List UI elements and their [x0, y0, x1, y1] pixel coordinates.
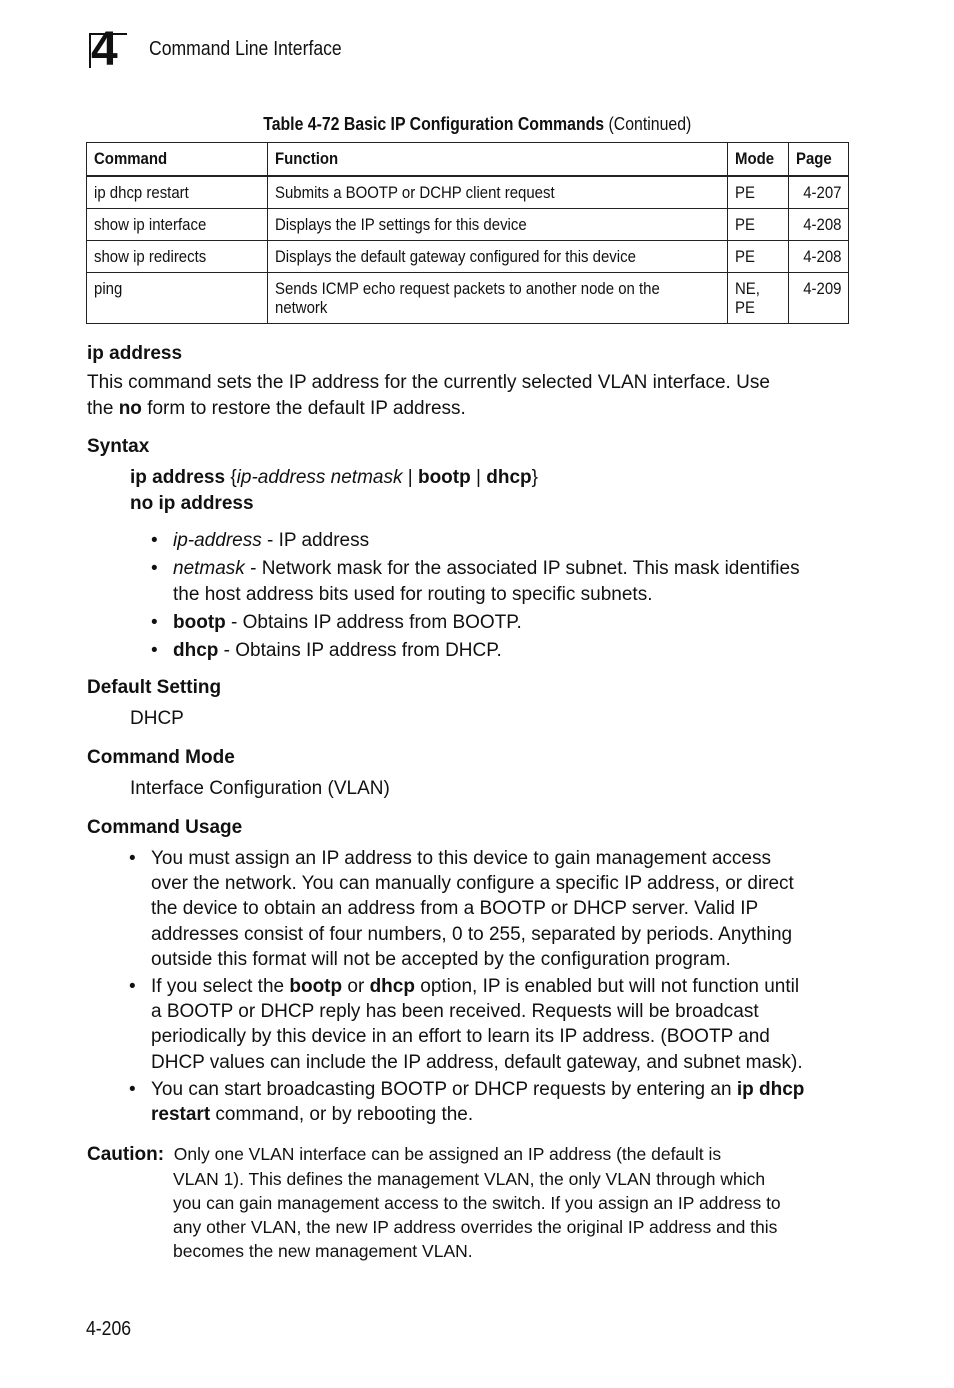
table-header-row — [87, 143, 849, 177]
cell-mode: PE — [728, 209, 789, 241]
cell-function: Submits a BOOTP or DCHP client request — [268, 176, 728, 209]
list-item: • dhcp - Obtains IP address from DHCP. — [151, 638, 851, 664]
cell-command: ip dhcp restart — [87, 176, 268, 209]
command-table — [86, 142, 849, 324]
syntax-line-2: no ip address — [130, 493, 254, 514]
list-item: • If you select the bootp or dhcp option, IP is enabled but will not function until a BOOTP or DHCP reply has been received. Requests will be broadcast periodically by this device in an effort to learn its IP address. (BOOTP and DHCP values can include the IP address, default gateway, and subnet mask). — [129, 974, 859, 1075]
section-title: ip address — [87, 343, 183, 364]
list-item: • bootp - Obtains IP address from BOOTP. — [151, 610, 851, 636]
table-caption-suffix: (Continued) — [603, 114, 692, 134]
table-caption-label: Table 4-72 Basic IP Configuration Commands — [262, 114, 604, 134]
default-setting-heading: Default Setting — [87, 677, 222, 698]
column-header-function: Function — [268, 143, 728, 177]
caution-label: Caution: — [87, 1144, 165, 1165]
cell-command: ping — [87, 273, 268, 324]
cell-function: Sends ICMP echo request packets to another node on the network — [268, 273, 728, 324]
syntax-params-list — [151, 528, 851, 664]
cell-function: Displays the IP settings for this device — [268, 209, 728, 241]
command-mode-heading: Command Mode — [87, 747, 235, 768]
intro-line-2: the no form to restore the default IP address. — [87, 398, 466, 419]
table-row — [87, 176, 849, 209]
column-header-command: Command — [87, 143, 268, 177]
list-item: • You can start broadcasting BOOTP or DHCP requests by entering an ip dhcp restart command, or by rebooting the. — [129, 1077, 859, 1127]
caution-line-1: Only one VLAN interface can be assigned an IP address (the default is — [173, 1144, 722, 1164]
list-item: • netmask - Network mask for the associated IP subnet. This mask identifies the host address bits used for routing to specific subnets. — [151, 556, 851, 608]
cell-page: 4-209 — [789, 273, 849, 324]
cell-function: Displays the default gateway configured for this device — [268, 241, 728, 273]
caution-note — [87, 1142, 857, 1263]
syntax-line-1: ip address {ip-address netmask | bootp | dhcp} — [130, 467, 538, 488]
cell-mode: PE — [728, 241, 789, 273]
table-caption — [0, 114, 954, 135]
cell-page: 4-207 — [789, 176, 849, 209]
keyword-no: no — [118, 398, 142, 419]
cell-command: show ip redirects — [87, 241, 268, 273]
cell-mode: NE, PE — [728, 273, 789, 324]
chapter-number: 4 — [91, 23, 116, 76]
caution-body: VLAN 1). This defines the management VLAN, the only VLAN through which you can gain management access to the switch. If you assign an IP address to any other VLAN, the new IP address overrides the original IP address and this becomes the new management VLAN. — [173, 1169, 781, 1261]
cell-page: 4-208 — [789, 209, 849, 241]
table-row — [87, 209, 849, 241]
command-usage-heading: Command Usage — [87, 817, 243, 838]
cell-command: show ip interface — [87, 209, 268, 241]
running-header-title: Command Line Interface — [149, 38, 342, 60]
section-intro — [87, 370, 867, 422]
command-usage-list — [129, 846, 859, 1127]
cell-page: 4-208 — [789, 241, 849, 273]
syntax-block — [130, 465, 538, 517]
column-header-page: Page — [789, 143, 849, 177]
command-mode-value: Interface Configuration (VLAN) — [130, 778, 390, 799]
syntax-heading: Syntax — [87, 436, 150, 457]
page-number: 4-206 — [86, 1318, 132, 1340]
table-row — [87, 273, 849, 324]
list-item: • You must assign an IP address to this device to gain management access over the network. You can manually configure a specific IP address, or direct the device to obtain an address from a BOOTP or DHCP server. Valid IP addresses consist of four numbers, 0 to 255, separated by periods. Anything outside this format will not be accepted by the configuration program. — [129, 846, 859, 972]
cell-mode: PE — [728, 176, 789, 209]
default-setting-value: DHCP — [130, 708, 184, 729]
list-item: • ip-address - IP address — [151, 528, 851, 554]
table-row — [87, 241, 849, 273]
intro-line-1: This command sets the IP address for the currently selected VLAN interface. Use — [87, 372, 770, 393]
column-header-mode: Mode — [728, 143, 789, 177]
